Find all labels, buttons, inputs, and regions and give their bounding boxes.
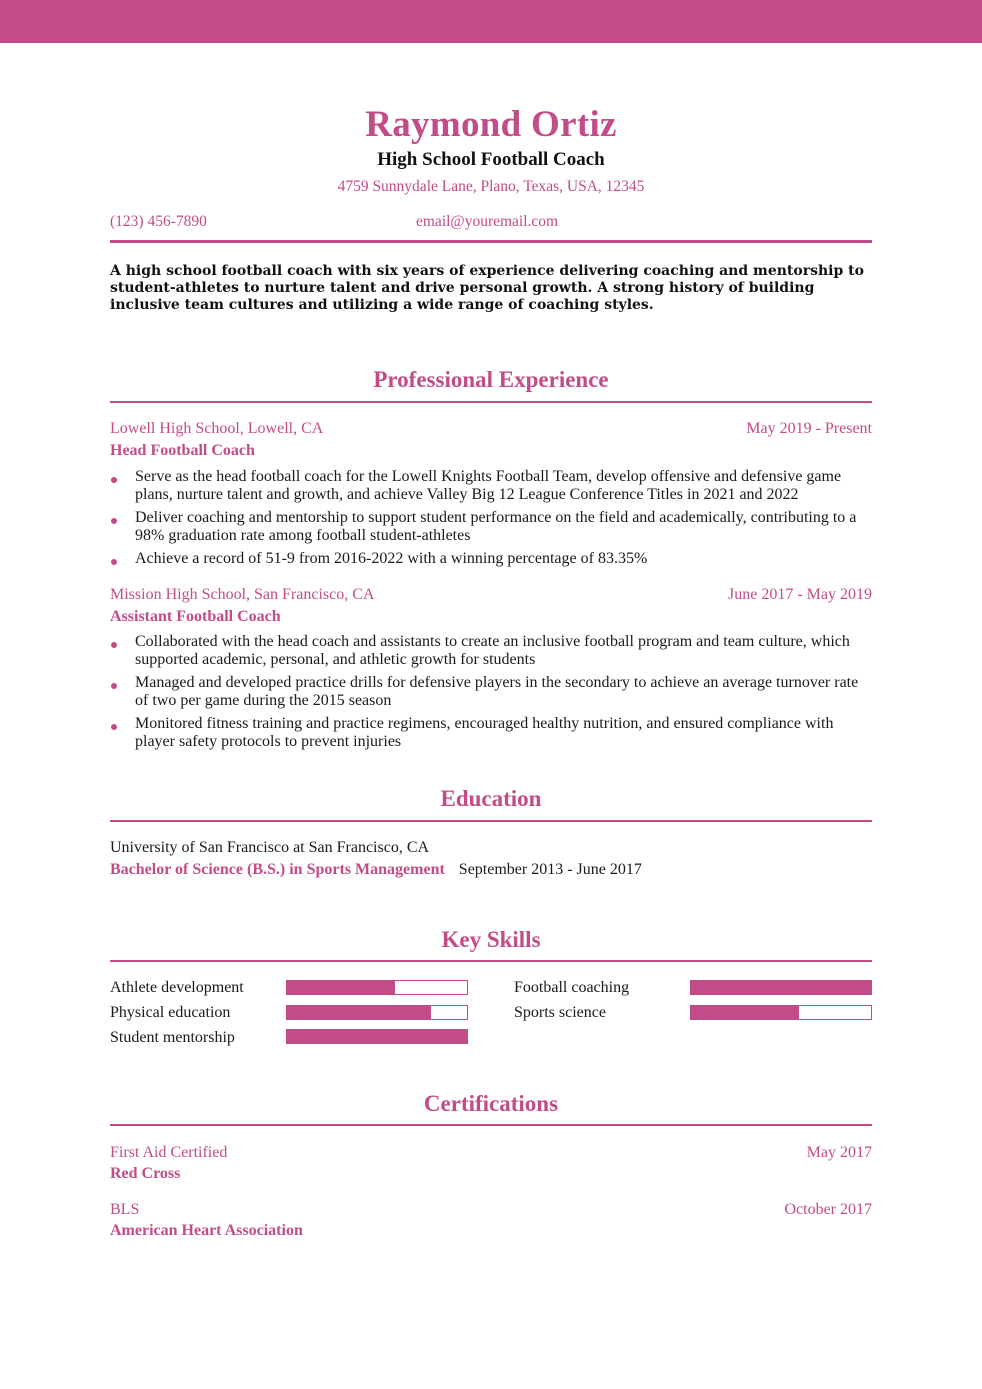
skill-level-fill bbox=[287, 981, 395, 994]
job-role: Assistant Football Coach bbox=[110, 608, 281, 625]
skill-label: Athlete development bbox=[110, 979, 244, 996]
job-bullets bbox=[110, 468, 872, 574]
certification-name: First Aid Certified bbox=[110, 1144, 228, 1161]
skill-level-fill bbox=[691, 981, 871, 994]
bullet-dot-icon bbox=[111, 642, 117, 648]
job-dates: May 2019 - Present bbox=[746, 420, 872, 437]
professional-summary: A high school football coach with six years of experience delivering coaching and mentorship to student-athletes to nurture talent and drive personal growth. A strong history of building inclusive team cultures and utilizing a wide range of coaching styles. bbox=[110, 263, 864, 313]
certification-name: BLS bbox=[110, 1201, 140, 1218]
bullet-dot-icon bbox=[111, 518, 117, 524]
skill-level-fill bbox=[691, 1006, 799, 1019]
header-divider bbox=[110, 240, 872, 243]
bullet-dot-icon bbox=[111, 683, 117, 689]
contact-row bbox=[110, 213, 872, 235]
job-header bbox=[110, 585, 872, 605]
section-divider-experience bbox=[110, 401, 872, 403]
job-dates: June 2017 - May 2019 bbox=[728, 586, 872, 603]
skill-level-bar bbox=[690, 1005, 872, 1020]
education-degree-row bbox=[110, 860, 872, 880]
bullet-dot-icon bbox=[111, 724, 117, 730]
candidate-address: 4759 Sunnydale Lane, Plano, Texas, USA, 12345 bbox=[337, 178, 645, 195]
list-item: Monitored fitness training and practice regimens, encouraged healthy nutrition, and ensured compliance with player safety protocols to prevent injuries bbox=[110, 715, 872, 750]
job-role: Head Football Coach bbox=[110, 442, 255, 459]
certification-issuer: Red Cross bbox=[110, 1165, 181, 1182]
candidate-name: Raymond Ortiz bbox=[365, 104, 617, 145]
job-bullets bbox=[110, 633, 872, 756]
skill-level-bar bbox=[286, 1005, 468, 1020]
skill-level-fill bbox=[287, 1006, 431, 1019]
skill-level-bar bbox=[286, 1029, 468, 1044]
job-employer: Lowell High School, Lowell, CA bbox=[110, 420, 324, 437]
job-header bbox=[110, 419, 872, 439]
top-accent-band bbox=[0, 0, 982, 43]
section-title-experience: Professional Experience bbox=[373, 367, 609, 392]
skill-label: Physical education bbox=[110, 1004, 231, 1021]
section-divider-education bbox=[110, 820, 872, 822]
skill-level-fill bbox=[287, 1030, 467, 1043]
skill-level-bar bbox=[690, 980, 872, 995]
section-title-skills: Key Skills bbox=[441, 927, 541, 952]
certification-header bbox=[110, 1200, 872, 1220]
list-item: Serve as the head football coach for the Lowell Knights Football Team, develop offensive and defensive game plans, nurture talent and growth, and achieve Valley Big 12 League Conference Titles in 2021 and 2022 bbox=[110, 468, 872, 503]
education-dates: September 2013 - June 2017 bbox=[458, 861, 642, 878]
list-item: Managed and developed practice drills for defensive players in the secondary to achieve an average turnover rate of two per game during the 2015 season bbox=[110, 674, 872, 709]
skill-label: Sports science bbox=[514, 1004, 606, 1021]
certification-header bbox=[110, 1143, 872, 1163]
skill-label: Student mentorship bbox=[110, 1029, 235, 1046]
email-address[interactable]: email@youremail.com bbox=[416, 213, 559, 230]
section-title-education: Education bbox=[440, 786, 542, 811]
education-degree: Bachelor of Science (B.S.) in Sports Management bbox=[110, 861, 445, 878]
certification-date: May 2017 bbox=[806, 1144, 872, 1161]
list-item: Achieve a record of 51-9 from 2016-2022 with a winning percentage of 83.35% bbox=[110, 550, 872, 568]
section-divider-certifications bbox=[110, 1124, 872, 1126]
section-divider-skills bbox=[110, 960, 872, 962]
skill-level-bar bbox=[286, 980, 468, 995]
certification-date: October 2017 bbox=[784, 1201, 872, 1218]
list-item: Collaborated with the head coach and assistants to create an inclusive football program and team culture, which supported academic, personal, and athletic growth for students bbox=[110, 633, 872, 668]
resume-header bbox=[110, 104, 872, 197]
certification-issuer: American Heart Association bbox=[110, 1222, 303, 1239]
bullet-dot-icon bbox=[111, 559, 117, 565]
list-item: Deliver coaching and mentorship to support student performance on the field and academically, contributing to a 98% graduation rate among football student-athletes bbox=[110, 509, 872, 544]
job-employer: Mission High School, San Francisco, CA bbox=[110, 586, 375, 603]
skill-label: Football coaching bbox=[514, 979, 630, 996]
candidate-title: High School Football Coach bbox=[377, 149, 605, 170]
section-title-certifications: Certifications bbox=[423, 1091, 559, 1116]
bullet-dot-icon bbox=[111, 477, 117, 483]
education-school: University of San Francisco at San Francisco, CA bbox=[110, 839, 430, 856]
phone-number[interactable]: (123) 456-7890 bbox=[110, 213, 207, 230]
